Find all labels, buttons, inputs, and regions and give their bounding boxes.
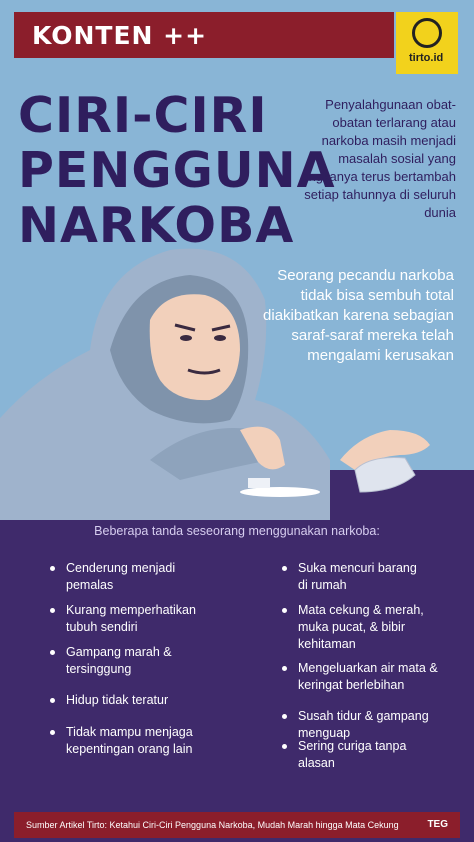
intro-text: Penyalahgunaan obat-obatan terlarang atau narkoba masih menjadi masalah sosial yang angkanya terus bertambah setiap tahunnya di seluruh dunia xyxy=(301,97,456,220)
title-line-2: PENGGUNA xyxy=(18,142,336,199)
bullet-icon xyxy=(282,714,287,719)
list-item xyxy=(50,692,220,709)
item-text: Suka mencuri barang di rumah xyxy=(298,561,417,592)
item-text: Susah tidur & gampang menguap xyxy=(298,709,429,740)
source-footer xyxy=(14,812,460,838)
logo-text: tirto.id xyxy=(409,52,444,64)
list-item xyxy=(50,560,210,594)
bullet-icon xyxy=(282,566,287,571)
title-line-1: CIRI-CIRI xyxy=(18,87,268,144)
item-text: Cenderung menjadi pemalas xyxy=(66,561,176,592)
item-text: Mata cekung & merah, muka pucat, & bibir kehitaman xyxy=(298,603,424,651)
bullet-icon xyxy=(282,608,287,613)
item-text: Gampang marah & tersinggung xyxy=(66,645,172,676)
item-text: Kurang memperhatikan tubuh sendiri xyxy=(66,603,196,634)
list-item xyxy=(282,738,412,772)
bullet-icon xyxy=(282,744,287,749)
list-item xyxy=(282,660,442,694)
list-item xyxy=(282,708,432,742)
list-item xyxy=(50,644,190,678)
item-text: Hidup tidak teratur xyxy=(66,693,169,707)
source-text: Sumber Artikel Tirto: Ketahui Ciri-Ciri Pengguna Narkoba, Mudah Marah hingga Mata Cekung xyxy=(26,820,399,830)
bullet-icon xyxy=(50,698,55,703)
list-item xyxy=(282,602,432,653)
title-line-3: NARKOBA xyxy=(18,197,295,254)
bullet-icon xyxy=(50,650,55,655)
bullet-icon xyxy=(282,666,287,671)
bullet-icon xyxy=(50,730,55,735)
tirto-logo[interactable] xyxy=(396,12,458,74)
list-heading: Beberapa tanda seseorang menggunakan narkoba: xyxy=(94,524,380,538)
note-text: Seorang pecandu narkoba tidak bisa sembuh total diakibatkan karena sebagian saraf-saraf mereka telah mengalami kerusakan xyxy=(263,267,454,364)
item-text: Mengeluarkan air mata & keringat berlebihan xyxy=(298,661,438,692)
face-icon xyxy=(412,18,442,48)
credit-text: TEG xyxy=(427,819,448,830)
list-item xyxy=(50,602,210,636)
bullet-icon xyxy=(50,608,55,613)
item-text: Tidak mampu menjaga kepentingan orang lain xyxy=(66,725,193,756)
item-text: Sering curiga tanpa alasan xyxy=(298,739,407,770)
bullet-icon xyxy=(50,566,55,571)
banner: KONTEN ++ xyxy=(14,12,394,58)
list-item xyxy=(282,560,422,594)
page-title xyxy=(18,87,336,254)
list-item xyxy=(50,724,220,758)
